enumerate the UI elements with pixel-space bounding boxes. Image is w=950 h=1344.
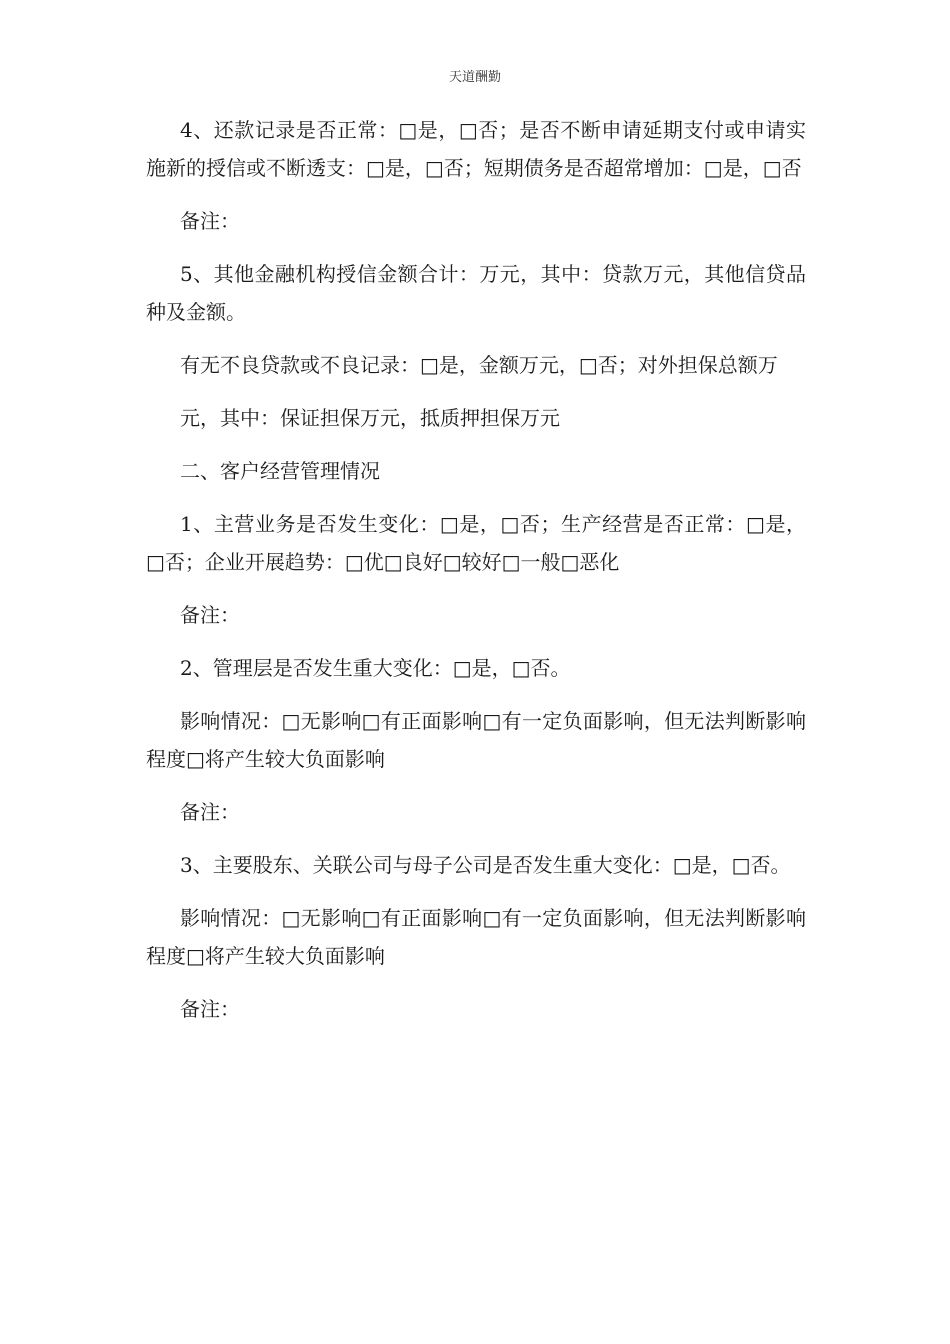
document-body [146,111,806,1043]
page-header: 天道酬勤 [448,70,501,85]
item-3-shareholder-change: 3、主要股东、关联公司与母子公司是否发生重大变化：□是，□否。 [180,853,791,877]
item-4-repayment-record: 4、还款记录是否正常：□是，□否；是否不断申请延期支付或申请实施新的授信或不断透支：□是，□否；短期债务是否超常增加：□是，□否 [146,118,806,180]
remark-label: 备注： [180,209,240,233]
item-2-management-change: 2、管理层是否发生重大变化：□是，□否。 [180,656,571,680]
remark-label: 备注： [180,603,240,627]
guarantee-breakdown: 元，其中：保证担保万元，抵质押担保万元 [180,406,560,430]
section-heading-operations: 二、客户经营管理情况 [180,459,380,483]
item-1-main-business: 1、主营业务是否发生变化：□是，□否；生产经营是否正常：□是，□否；企业开展趋势：□优□良好□较好□一般□恶化 [146,512,806,574]
remark-label: 备注： [180,800,240,824]
remark-label: 备注： [180,997,240,1021]
impact-assessment: 影响情况：□无影响□有正面影响□有一定负面影响，但无法判断影响程度□将产生较大负面影响 [146,906,806,968]
item-5-other-credit: 5、其他金融机构授信金额合计：万元，其中：贷款万元，其他信贷品种及金额。 [146,262,806,324]
impact-assessment: 影响情况：□无影响□有正面影响□有一定负面影响，但无法判断影响程度□将产生较大负面影响 [146,709,806,771]
bad-loan-record: 有无不良贷款或不良记录：□是，金额万元，□否；对外担保总额万 [180,353,778,377]
